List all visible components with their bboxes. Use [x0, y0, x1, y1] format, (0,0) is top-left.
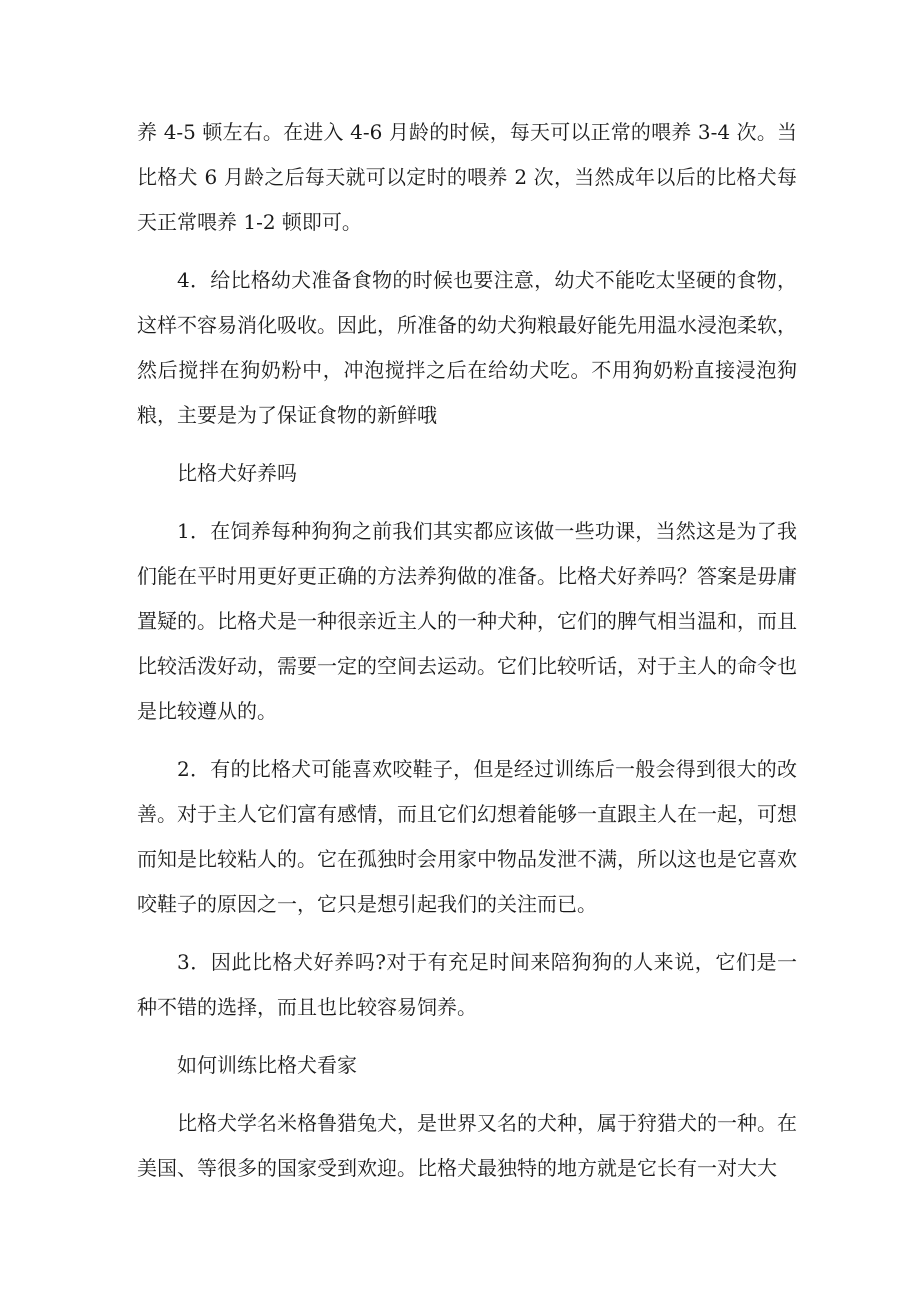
section-heading-guard-training: 如何训练比格犬看家	[177, 1053, 357, 1077]
section-heading-easy-to-raise: 比格犬好养吗	[177, 461, 297, 485]
paragraph-easy-1: 1．在饲养每种狗狗之前我们其实都应该做一些功课，当然这是为了我们能在平时用更好更正确的方法养狗做的准备。比格犬好养吗？答案是毋庸置疑的。比格犬是一种很亲近主人的一种犬种，它们的脾气相当温和，而且比较活泼好动，需要一定的空间去运动。它们比较听话，对于主人的命令也是比较遵从的。	[137, 519, 797, 723]
document-body	[137, 110, 797, 1204]
paragraph-easy-3: 3．因此比格犬好养吗?对于有充足时间来陪狗狗的人来说，它们是一种不错的选择，而且也比较容易饲养。	[137, 950, 797, 1019]
paragraph-feeding-frequency: 养 4-5 顿左右。在进入 4-6 月龄的时候，每天可以正常的喂养 3-4 次。当比格犬 6 月龄之后每天就可以定时的喂养 2 次，当然成年以后的比格犬每天正常喂养 1-2 顿即可。	[137, 120, 797, 234]
paragraph-guard-1: 比格犬学名米格鲁猎兔犬，是世界又名的犬种，属于狩猎犬的一种。在美国、等很多的国家受到欢迎。比格犬最独特的地方就是它长有一对大大	[137, 1111, 797, 1180]
paragraph-puppy-food: 4．给比格幼犬准备食物的时候也要注意，幼犬不能吃太坚硬的食物，这样不容易消化吸收。因此，所准备的幼犬狗粮最好能先用温水浸泡柔软，然后搅拌在狗奶粉中，冲泡搅拌之后在给幼犬吃。不用狗奶粉直接浸泡狗粮，主要是为了保证食物的新鲜哦	[137, 268, 797, 427]
paragraph-easy-2: 2．有的比格犬可能喜欢咬鞋子，但是经过训练后一般会得到很大的改善。对于主人它们富有感情，而且它们幻想着能够一直跟主人在一起，可想而知是比较粘人的。它在孤独时会用家中物品发泄不满，所以这也是它喜欢咬鞋子的原因之一，它只是想引起我们的关注而已。	[137, 757, 797, 916]
